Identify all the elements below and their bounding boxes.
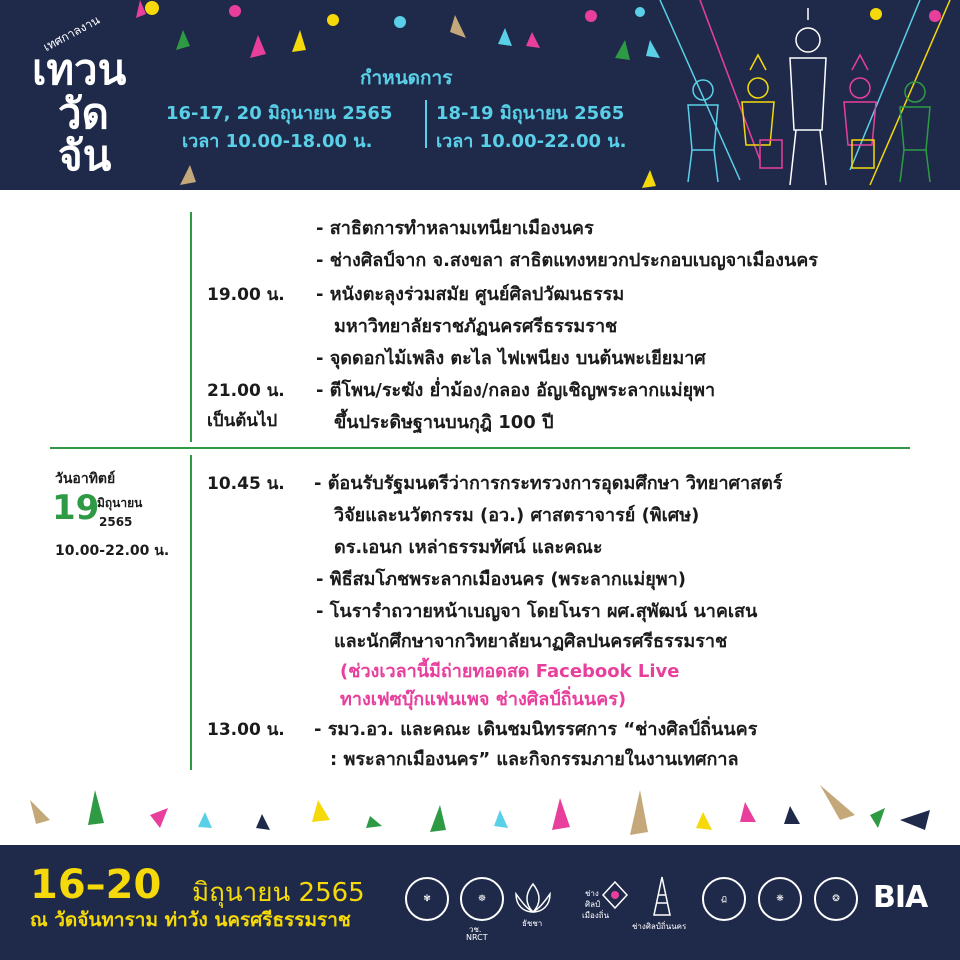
flower-icon [145,1,159,15]
day-weekday: วันอาทิตย์ [55,471,116,487]
divider-vertical-1 [190,212,192,442]
flag-icon [784,806,800,824]
partner-caption: ธัชชา [522,919,543,928]
live-notice-line: ทางเฟซบุ๊กแฟนเพจ ช่างศิลป์ถิ่นนคร) [340,689,627,710]
flag-icon [552,798,570,830]
flower-icon [327,14,339,26]
activity-line: - ช่างศิลป์จาก จ.สงขลา สาธิตแทงหยวกประกอบเบญจาเมืองนคร [316,250,818,271]
partner-lotus-icon [510,880,556,916]
header-banner [0,0,960,190]
period-2-time: เวลา 10.00-22.00 น. [436,131,627,152]
flower-icon [929,10,941,22]
title-line-2: วัด [58,89,109,138]
flower-icon [585,10,597,22]
flag-icon [292,30,306,52]
flag-icon [312,800,330,822]
schedule-title: กำหนดการ [360,67,453,89]
flag-icon [615,40,630,60]
partner-caption: วช. [469,925,482,934]
partner-ministry-icon: ❂ [814,877,858,921]
partner-nrct-icon: ☸ [460,877,504,921]
flag-icon [494,810,508,828]
title-line-1: เทวน [32,45,127,94]
flag-icon [870,808,885,828]
activity-line: มหาวิทยาลัยราชภัฏนครศรีธรรมราช [334,316,618,337]
activity-line: - จุดดอกไม้เพลิง ตะไล ไฟเพนียง บนต้นพะเยียมาศ [316,348,706,369]
time-label: 10.45 น. [207,474,285,494]
activity-line: วิจัยและนวัตกรรม (อว.) ศาสตราจารย์ (พิเศษ) [334,505,700,526]
figures-illustration [660,0,950,185]
activity-line: : พระลากเมืองนคร” และกิจกรรมภายในงานเทศกาล [330,749,739,770]
partner-caption: เมืองถิ่น [582,911,610,920]
time-label: 21.00 น. [207,381,285,401]
activity-line: ดร.เอนก เหล่าธรรมทัศน์ และคณะ [334,537,603,558]
flag-icon [526,32,540,48]
time-label: เป็นต้นไป [207,411,278,431]
flower-icon [870,8,882,20]
flag-icon [696,812,712,830]
flag-icon [642,170,656,188]
activity-line: - รมว.อว. และคณะ เดินชมนิทรรศการ “ช่างศิลป์ถิ่นนคร [314,719,758,740]
footer-date-range: 16–20 [30,862,162,908]
festival-small-label: เทศกาลงาน [40,12,103,55]
flag-icon [256,814,270,830]
flags-decoration [0,780,960,845]
partner-craft-icon [600,880,630,910]
activity-line: - สาธิตการทำหลามเทนียาเมืองนคร [316,218,594,239]
time-label: 13.00 น. [207,720,285,740]
live-notice-line: (ช่วงเวลานี้มีถ่ายทอดสด Facebook Live [340,661,680,682]
divider-vertical-2 [190,455,192,770]
partner-bia-ring-icon: ฏ [702,877,746,921]
flag-icon [180,165,196,185]
partner-pagoda-icon [650,875,674,919]
period-1-dates: 16-17, 20 มิถุนายน 2565 [166,103,393,124]
flag-icon [250,35,266,58]
flag-icon [900,810,930,830]
period-2-dates: 18-19 มิถุนายน 2565 [436,103,625,124]
flag-icon [646,40,660,58]
partner-seal-icon: ✾ [405,877,449,921]
bia-logo: BIA [873,880,928,915]
activity-line: - โนรารำถวายหน้าเบญจา โดยโนรา ผศ.สุพัฒน์ นาคเสน [316,601,758,622]
period-1-time: เวลา 10.00-18.00 น. [182,131,373,152]
partner-caption: NRCT [466,933,488,942]
flower-icon [635,7,645,17]
flag-icon [176,30,190,50]
day-number: 19 [52,488,100,528]
divider-horizontal [50,447,910,449]
day-year: 2565 [99,515,133,529]
flag-icon [820,785,855,820]
flower-icon [394,16,406,28]
partner-caption: ช่างศิลป์ถิ่นนคร [632,922,687,931]
partner-caption: ช่าง [585,889,599,898]
day-month: มิถุนายน [97,496,143,510]
activity-line: ขึ้นประดิษฐานบนกุฎิ 100 ปี [334,412,554,433]
flower-icon [229,5,241,17]
activity-line: และนักศึกษาจากวิทยาลัยนาฏศิลปนครศรีธรรมราช [334,631,728,652]
day-hours: 10.00-22.00 น. [55,543,170,559]
flag-icon [30,800,50,824]
flag-icon [430,805,446,832]
flag-icon [198,812,212,828]
footer-venue: ณ วัดจันทาราม ท่าวัง นครศรีธรรมราช [30,909,351,931]
flag-icon [150,808,168,828]
flag-icon [498,28,512,46]
title-line-3: จัน [58,131,112,180]
flag-icon [136,0,146,18]
footer-month-year: มิถุนายน 2565 [192,878,365,908]
period-divider [425,100,427,148]
activity-line: - ต้อนรับรัฐมนตรีว่าการกระทรวงการอุดมศึกษา วิทยาศาสตร์ [314,473,783,494]
decor-pattern [0,0,960,190]
flag-icon [366,816,382,828]
flag-icon [740,802,756,822]
activity-line: - หนังตะลุงร่วมสมัย ศูนย์ศิลปวัฒนธรรม [316,284,625,305]
flag-icon [450,15,466,38]
activity-line: - ตีโพน/ระฆัง ย่ำม้อง/กลอง อัญเชิญพระลากแม่ยุพา [316,380,716,401]
flag-icon [630,790,648,835]
time-label: 19.00 น. [207,285,285,305]
flag-icon [88,790,104,825]
partner-caption: ศิลป์ [585,900,601,909]
activity-line: - พิธีสมโภชพระลากเมืองนคร (พระลากแม่ยุพา) [316,569,687,590]
partner-university-icon: ❋ [758,877,802,921]
